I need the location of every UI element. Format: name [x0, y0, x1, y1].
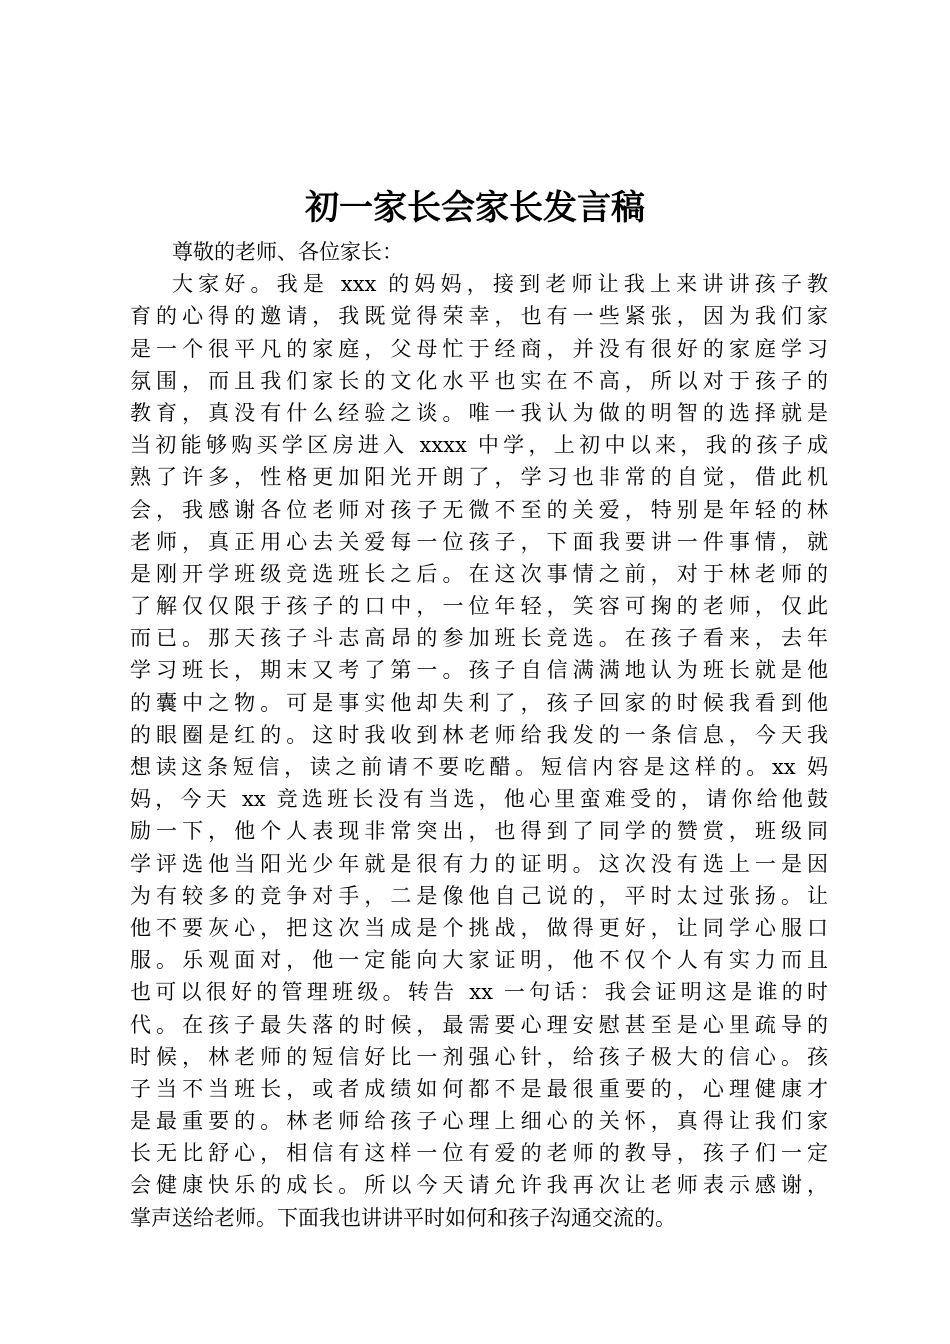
document-body	[130, 236, 828, 1234]
body-line: 会健康快乐的成长。所以今天请允许我再次让老师表示感谢，	[130, 1173, 828, 1198]
body-line: 想读这条短信，读之前请不要吃醋。短信内容是这样的。xx 妈	[130, 755, 829, 779]
body-line: 了解仅仅限于孩子的口中，一位年轻，笑容可掬的老师，仅此	[130, 594, 828, 619]
body-line: 会，我感谢各位老师对孩子无微不至的关爱，特别是年轻的林	[130, 497, 828, 522]
body-line: 是一个很平凡的家庭，父母忙于经商，并没有很好的家庭学习	[130, 336, 828, 361]
body-line: 教育，真没有什么经验之谈。唯一我认为做的明智的选择就是	[130, 400, 828, 425]
body-line: 长无比舒心，相信有这样一位有爱的老师的教导，孩子们一定	[130, 1141, 828, 1166]
body-line: 掌声送给老师。下面我也讲讲平时如何和孩子沟通交流的。	[130, 1205, 676, 1230]
body-line: 为有较多的竞争对手，二是像他自己说的，平时太过张扬。让	[130, 883, 828, 908]
document-title: 初一家长会家长发言稿	[305, 188, 645, 228]
body-line: 老师，真正用心去关爱每一位孩子，下面我要讲一件事情，就	[130, 529, 828, 554]
body-line: 时候，林老师的短信好比一剂强心针，给孩子极大的信心。孩	[130, 1044, 828, 1069]
body-line: 也可以很好的管理班级。转告 xx 一句话：我会证明这是谁的时	[130, 980, 828, 1005]
body-line: 而已。那天孩子斗志高昂的参加班长竞选。在孩子看来，去年	[130, 626, 828, 651]
body-line: 大家好。我是 xxx 的妈妈，接到老师让我上来讲讲孩子教	[172, 272, 828, 297]
body-line: 育的心得的邀请，我既觉得荣幸，也有一些紧张，因为我们家	[130, 304, 828, 329]
body-line: 妈，今天 xx 竞选班长没有当选，他心里蛮难受的，请你给他鼓	[130, 787, 828, 812]
body-line: 他不要灰心，把这次当成是个挑战，做得更好，让同学心服口	[130, 915, 828, 940]
body-line: 熟了许多，性格更加阳光开朗了，学习也非常的自觉，借此机	[130, 465, 828, 490]
body-line: 的眼圈是红的。这时我收到林老师给我发的一条信息，今天我	[130, 722, 828, 747]
body-line: 子当不当班长，或者成绩如何都不是最很重要的，心理健康才	[130, 1076, 828, 1101]
body-line: 学评选他当阳光少年就是很有力的证明。这次没有选上一是因	[130, 851, 828, 876]
body-line: 是最重要的。林老师给孩子心理上细心的关怀，真得让我们家	[130, 1109, 828, 1134]
body-line: 是刚开学班级竞选班长之后。在这次事情之前，对于林老师的	[130, 561, 828, 586]
salutation-line: 尊敬的老师、各位家长：	[172, 240, 403, 264]
body-line: 当初能够购买学区房进入 xxxx 中学，上初中以来，我的孩子成	[130, 433, 828, 458]
body-line: 氛围，而且我们家长的文化水平也实在不高，所以对于孩子的	[130, 368, 828, 393]
body-line: 代。在孩子最失落的时候，最需要心理安慰甚至是心里疏导的	[130, 1012, 828, 1037]
body-line: 的囊中之物。可是事实他却失利了，孩子回家的时候我看到他	[130, 690, 828, 715]
body-line: 励一下，他个人表现非常突出，也得到了同学的赞赏，班级同	[130, 819, 828, 844]
body-line: 服。乐观面对，他一定能向大家证明，他不仅个人有实力而且	[130, 948, 828, 973]
body-line: 学习班长，期末又考了第一。孩子自信满满地认为班长就是他	[130, 658, 828, 683]
